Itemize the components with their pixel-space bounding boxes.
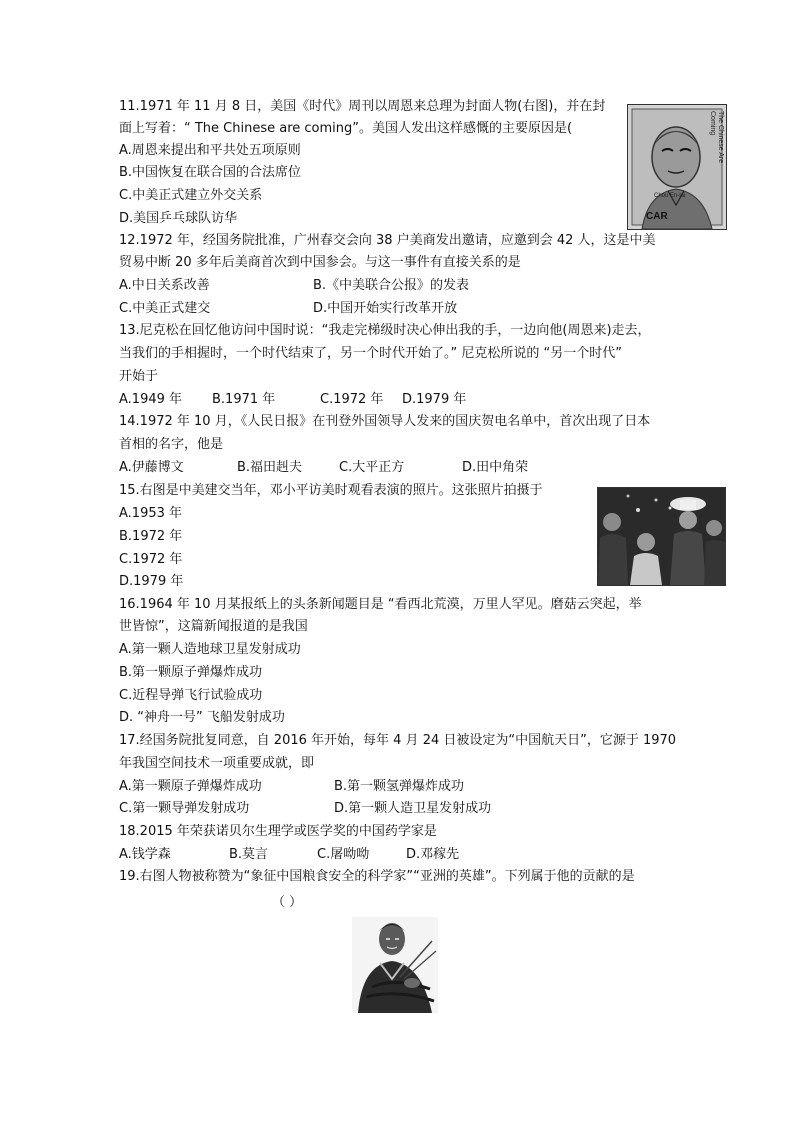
q13-option-a: A.1949 年 xyxy=(119,392,183,407)
q12-stem-line2: 贸易中断 20 多年后美商首次到中国参会。与这一事件有直接关系的是 xyxy=(119,255,521,270)
deng-visit-photo-illustration xyxy=(598,488,725,585)
q16-option-d: D. “神舟一号” 飞船发射成功 xyxy=(119,710,285,725)
q17-option-a: A.第一颗原子弹爆炸成功 xyxy=(119,779,262,794)
q19-answer-paren: （ ） xyxy=(272,895,303,910)
q11-option-b: B.中国恢复在联合国的合法席位 xyxy=(119,165,302,180)
cover-name: Chou En-lai xyxy=(654,193,686,199)
q16-option-a: A.第一颗人造地球卫星发射成功 xyxy=(119,642,301,657)
q19-stem-line1: 19.右图人物被称赞为“象征中国粮食安全的科学家”“亚洲的英雄”。下列属于他的贡献的是 xyxy=(119,869,635,884)
q13-option-d: D.1979 年 xyxy=(402,392,467,407)
q17-option-d: D.第一颗人造卫星发射成功 xyxy=(334,801,492,816)
q15-option-d: D.1979 年 xyxy=(119,574,184,589)
q14-option-a: A.伊藤博文 xyxy=(119,460,184,475)
time-cover-image xyxy=(627,104,727,230)
deng-visit-photo xyxy=(597,487,726,586)
q14-option-d: D.田中角荣 xyxy=(462,460,529,475)
q12-option-a: A.中日关系改善 xyxy=(119,278,210,293)
yuan-longping-photo xyxy=(352,917,438,1013)
q12-stem-line1: 12.1972 年，经国务院批准，广州春交会向 38 户美商发出邀请，应邀到会 42 人，这是中美 xyxy=(119,233,656,248)
q17-stem-line2: 年我国空间技术一项重要成就，即 xyxy=(119,756,315,771)
q13-option-b: B.1971 年 xyxy=(212,392,276,407)
q14-option-b: B.福田赳夫 xyxy=(237,460,303,475)
q13-stem-line1: 13.尼克松在回忆他访问中国时说：“我走完梯级时决心伸出我的手，一边向他(周恩来)走去， xyxy=(119,323,651,338)
q12-option-b: B.《中美联合公报》的发表 xyxy=(313,278,470,293)
q14-stem-line1: 14.1972 年 10 月，《人民日报》在刊登外国领导人发来的国庆贺电名单中，首次出现了日本 xyxy=(119,414,651,429)
q11-stem-line2: 面上写着：“ The Chinese are coming”。美国人发出这样感慨的主要原因是( xyxy=(119,121,573,136)
q11-option-c: C.中美正式建立外交关系 xyxy=(119,188,263,203)
q16-option-c: C.近程导弹飞行试验成功 xyxy=(119,688,263,703)
q12-option-c: C.中美正式建交 xyxy=(119,301,211,316)
q14-option-c: C.大平正方 xyxy=(339,460,405,475)
q15-option-c: C.1972 年 xyxy=(119,552,183,567)
q13-stem-line2: 当我们的手相握时，一个时代结束了，另一个时代开始了。” 尼克松所说的 “另一个时代” xyxy=(119,346,622,361)
q11-option-a: A.周恩来提出和平共处五项原则 xyxy=(119,143,301,158)
yuan-longping-photo-illustration xyxy=(352,917,438,1013)
q15-option-a: A.1953 年 xyxy=(119,506,183,521)
q13-stem-line3: 开始于 xyxy=(119,369,159,384)
q11-option-d: D.美国乒乓球队访华 xyxy=(119,211,238,226)
cover-headline: The Chinese Are Coming xyxy=(709,111,724,164)
q15-stem-line1: 15.右图是中美建交当年，邓小平访美时观看表演的照片。这张照片拍摄于 xyxy=(119,483,543,498)
q16-stem-line1: 16.1964 年 10 月某报纸上的头条新闻题目是 “看西北荒漠，万里人罕见。磨菇云突起，举 xyxy=(119,597,642,612)
q18-option-a: A.钱学森 xyxy=(119,847,171,862)
q17-option-b: B.第一颗氢弹爆炸成功 xyxy=(334,779,465,794)
q18-option-d: D.邓稼先 xyxy=(406,847,460,862)
q16-stem-line2: 世皆惊”，这篇新闻报道的是我国 xyxy=(119,619,308,634)
q17-option-c: C.第一颗导弹发射成功 xyxy=(119,801,250,816)
q18-option-b: B.莫言 xyxy=(229,847,269,862)
q13-option-c: C.1972 年 xyxy=(320,392,384,407)
q12-option-d: D.中国开始实行改革开放 xyxy=(313,301,458,316)
q17-stem-line1: 17.经国务院批复同意，自 2016 年开始，每年 4 月 24 日被设定为“中国航天日”，它源于 1970 xyxy=(119,733,677,748)
q16-option-b: B.第一颗原子弹爆炸成功 xyxy=(119,665,263,680)
q14-stem-line2: 首相的名字，他是 xyxy=(119,437,224,452)
q15-option-b: B.1972 年 xyxy=(119,529,183,544)
q18-stem-line1: 18.2015 年荣获诺贝尔生理学或医学奖的中国药学家是 xyxy=(119,824,437,839)
q11-stem-line1: 11.1971 年 11 月 8 日，美国《时代》周刊以周恩来总理为封面人物(右图)，并在封 xyxy=(119,99,606,114)
q18-option-c: C.屠呦呦 xyxy=(317,847,370,862)
cover-bottom-text: CAR xyxy=(646,211,668,222)
